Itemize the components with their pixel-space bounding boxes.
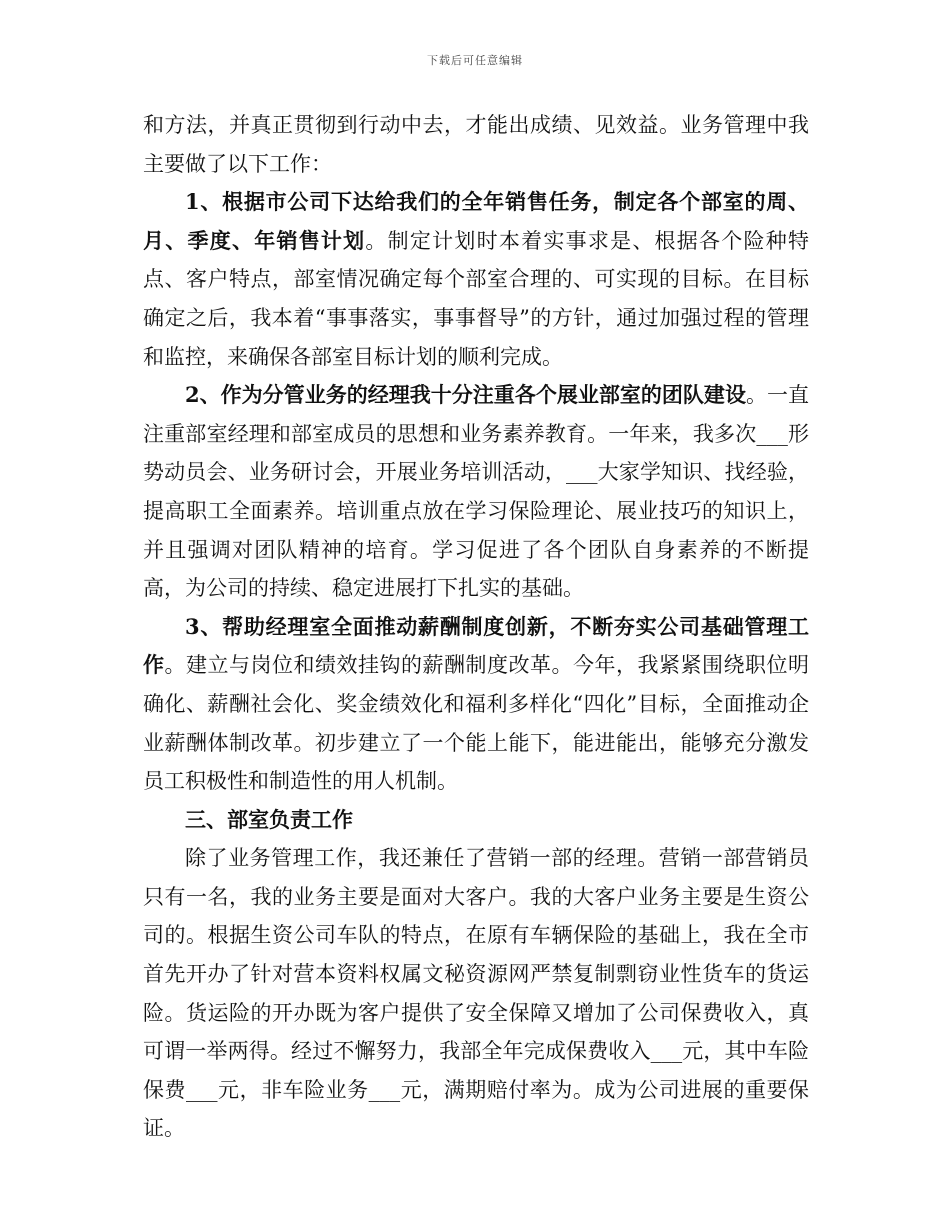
item-2-heading: 2、作为分管业务的经理我十分注重各个展业部室的团队建设 <box>185 382 746 408</box>
item-3-text: 。建立与岗位和绩效挂钩的薪酬制度改革。今年，我紧紧围绕职位明确化、薪酬社会化、奖金绩效化和福利多样化“四化”目标，全面推动企业薪酬体制改革。初步建立了一个能上能下，能进能出，能够充分激发员工积极性和制造性的用人机制。 <box>143 653 809 794</box>
paragraph-item-2 <box>143 376 809 608</box>
item-3-heading: 3、帮助经理室全面推动薪酬制度创新，不断夯实公司基础管理工作 <box>143 613 809 678</box>
paragraph-item-3 <box>143 608 809 801</box>
paragraph-department-work: 除了业务管理工作，我还兼任了营销一部的经理。营销一部营销员只有一名，我的业务主要是面对大客户。我的大客户业务主要是生资公司的。根据生资公司车队的特点，在原有车辆保险的基础上，我在全市首先开办了针对营本资料权属文秘资源网严禁复制剽窃业性货车的货运险。货运险的开办既为客户提供了安全保障又增加了公司保费收入，真可谓一举两得。经过不懈努力，我部全年完成保费收入___元，其中车险保费___元，非车险业务___元，满期赔付率为。成为公司进展的重要保证。 <box>143 846 809 1141</box>
document-body <box>143 106 809 1148</box>
item-1-text: 。制定计划时本着实事求是、根据各个险种特点、客户特点，部室情况确定每个部室合理的、可实现的目标。在目标确定之后，我本着“事事落实，事事督导”的方针，通过加强过程的管理和监控，来确保各部室目标计划的顺利完成。 <box>143 228 810 369</box>
item-2-text: 。一直注重部室经理和部室成员的思想和业务素养教育。一年来，我多次___形势动员会、业务研讨会，开展业务培训活动，___大家学知识、找经验，提高职工全面素养。培训重点放在学习保险理论、展业技巧的知识上，并且强调对团队精神的培育。学习促进了各个团队自身素养的不断提高，为公司的持续、稳定进展打下扎实的基础。 <box>143 383 809 601</box>
paragraph-intro: 和方法，并真正贯彻到行动中去，才能出成绩、见效益。业务管理中我主要做了以下工作： <box>143 113 809 176</box>
paragraph-item-1 <box>143 183 809 376</box>
page-header-note: 下载后可任意编辑 <box>427 54 523 67</box>
item-1-heading: 1、根据市公司下达给我们的全年销售任务，制定各个部室的周、月、季度、年销售计划 <box>143 189 809 253</box>
section-title: 三、部室负责工作 <box>185 806 353 832</box>
